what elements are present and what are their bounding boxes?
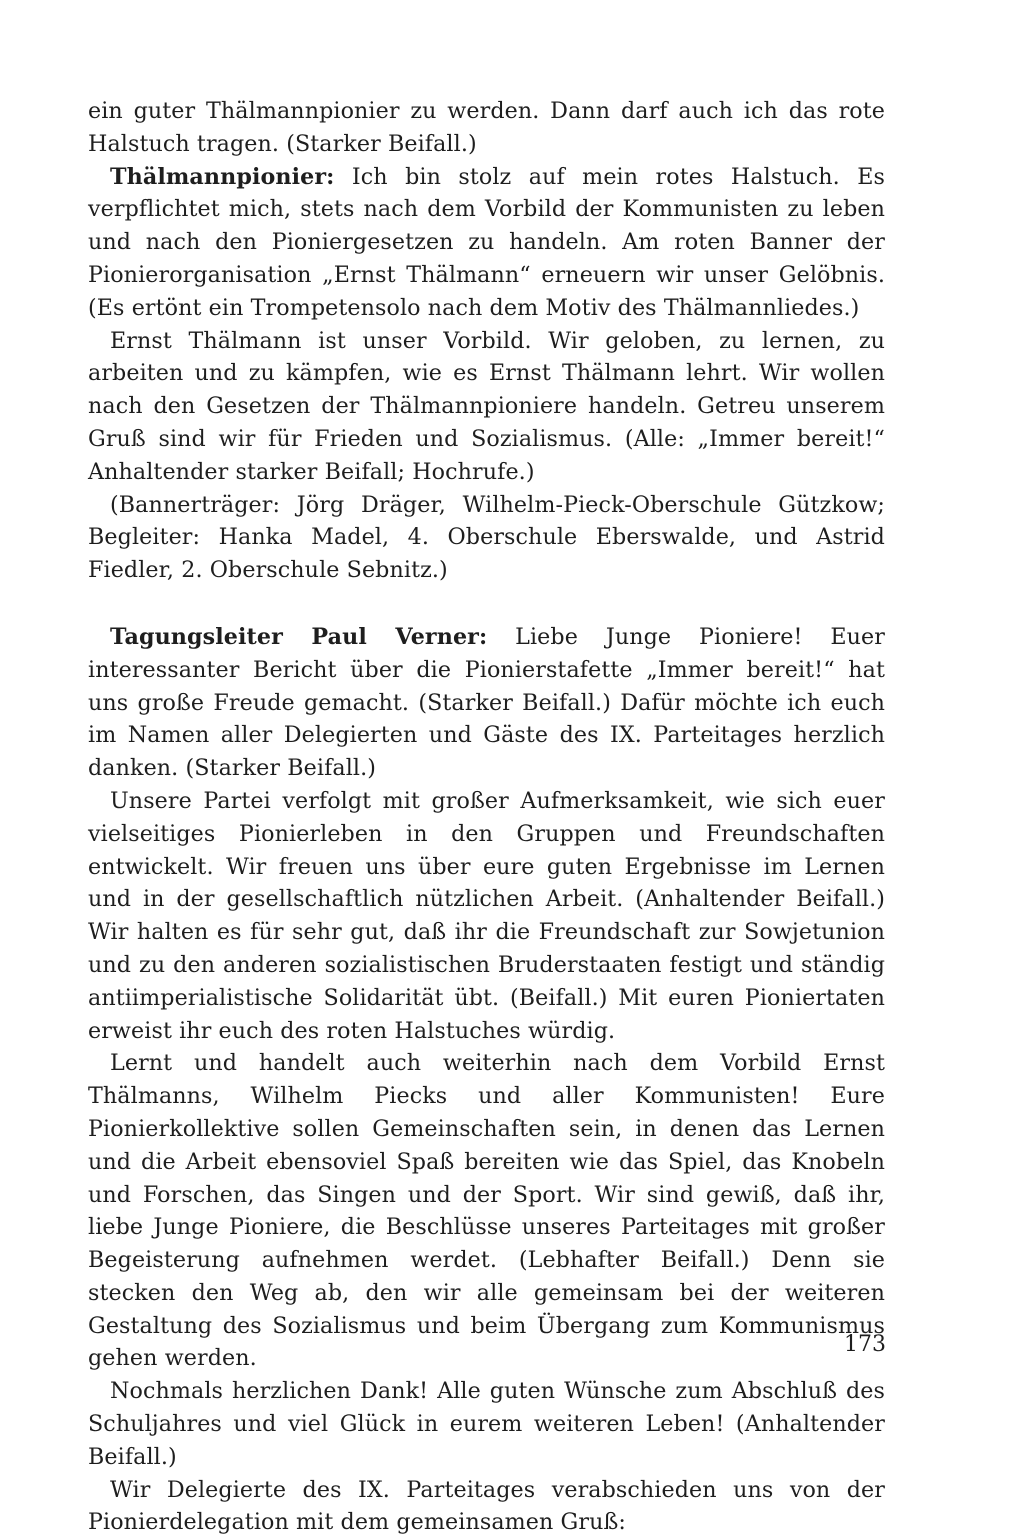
paragraph-thanks bbox=[88, 1375, 885, 1473]
paragraph-text: Lernt und handelt auch weiterhin nach dem Vorbild Ernst Thälmanns, Wilhelm Piecks und aller Kommunisten! Eure Pionierkollektive sollen Gemeinschaften sein, in denen das Lernen und die Arbeit ebensoviel Spaß bereiten wie das Spiel, das Knobeln und Forschen, das Singen und der Sport. Wir sind gewiß, daß ihr, liebe Junge Pioniere, die Beschlüsse unseres Parteitages mit großer Begeisterung aufnehmen werdet. (Lebhafter Beifall.) Denn sie stecken den Weg ab, den wir alle gemeinsam bei der weiteren Gestaltung des Sozialismus und beim Übergang zum Kommunismus gehen werden. bbox=[88, 1050, 885, 1372]
paragraph-pledge bbox=[88, 325, 885, 489]
paragraph-text: Wir Delegierte des IX. Parteitages verabschieden uns von der Pionierdelegation mit dem gemeinsamen Gruß: bbox=[88, 1476, 885, 1536]
speaker-name: Tagungsleiter Paul Verner: bbox=[110, 623, 488, 650]
paragraph-text: (Bannerträger: Jörg Dräger, Wilhelm-Pieck-Oberschule Gützkow; Begleiter: Hanka Madel, 4. Oberschule Eberswalde, und Astrid Fiedler, 2. Oberschule Sebnitz.) bbox=[88, 491, 885, 584]
paragraph-text: Unsere Partei verfolgt mit großer Aufmerksamkeit, wie sich euer vielseitiges Pionierleben in den Gruppen und Freundschaften entwickelt. Wir freuen uns über eure guten Ergebnisse im Lernen und in der gesellschaftlich nützlichen Arbeit. (Anhaltender Beifall.) Wir halten es für sehr gut, daß ihr die Freundschaft zur Sowjetunion und zu den anderen sozialistischen Bruderstaaten festigt und ständig antiimperialistische Solidarität übt. (Beifall.) Mit euren Pioniertaten erweist ihr euch des roten Halstuches würdig. bbox=[88, 787, 885, 1044]
paragraph-party-follows bbox=[88, 785, 885, 1047]
paragraph-learn-and-act bbox=[88, 1047, 885, 1375]
page-number: 173 bbox=[844, 1332, 886, 1357]
speaker-name: Thälmannpionier: bbox=[110, 163, 335, 190]
paragraph-text: Ich bin stolz auf mein rotes Halstuch. Es verpflichtet mich, stets nach dem Vorbild der Kommunisten zu leben und nach den Pioniergesetzen zu handeln. Am roten Banner der Pionierorganisation „Ernst Thälmann“ erneuern wir unser Gelöbnis. (Es ertönt ein Trompetensolo nach dem Motiv des Thälmannliedes.) bbox=[88, 163, 885, 321]
paragraph-pioneer-speech bbox=[88, 161, 885, 325]
paragraph-text: ein guter Thälmannpionier zu werden. Dann darf auch ich das rote Halstuch tragen. (Starker Beifall.) bbox=[88, 98, 885, 157]
paragraph-banner-bearers bbox=[88, 489, 885, 587]
paragraph-verner-speech bbox=[88, 621, 885, 785]
paragraph-text: Liebe Junge Pioniere! Euer interessanter Bericht über die Pionierstafette „Immer bereit!“ hat uns große Freude gemacht. (Starker Beifall.) Dafür möchte ich euch im Namen aller Delegierten und Gäste des IX. Parteitages herzlich danken. (Starker Beifall.) bbox=[88, 623, 885, 782]
document-page bbox=[88, 95, 885, 1539]
paragraph-farewell bbox=[88, 1474, 885, 1539]
paragraph-text: Ernst Thälmann ist unser Vorbild. Wir geloben, zu lernen, zu arbeiten und zu kämpfen, wie es Ernst Thälmann lehrt. Wir wollen nach den Gesetzen der Thälmannpioniere handeln. Getreu unserem Gruß sind wir für Frieden und Sozialismus. (Alle: „Immer bereit!“ Anhaltender starker Beifall; Hochrufe.) bbox=[88, 327, 885, 485]
paragraph-text: Nochmals herzlichen Dank! Alle guten Wünsche zum Abschluß des Schuljahres und viel Glück in eurem weiteren Leben! (Anhaltender Beifall.) bbox=[88, 1378, 885, 1470]
paragraph-continuation bbox=[88, 95, 885, 161]
